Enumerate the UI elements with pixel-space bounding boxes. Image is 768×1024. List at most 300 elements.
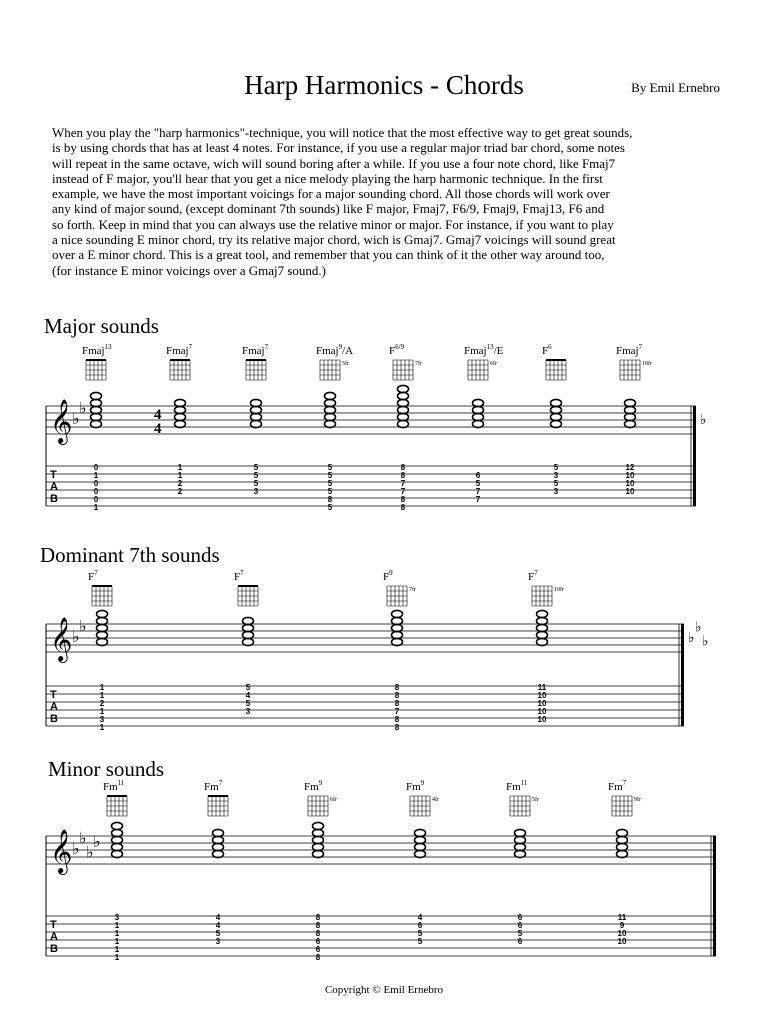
chord-root: Fmaj: [316, 345, 339, 357]
chord-extension: 11: [117, 779, 125, 787]
tab-number: 7: [394, 707, 400, 716]
chord-fret-label: 10fr: [642, 361, 652, 367]
tab-number: 5: [215, 929, 221, 938]
note-head: [625, 420, 636, 427]
chord-fret-label: 10fr: [554, 587, 564, 593]
tab-number: 8: [394, 691, 400, 700]
tab-number: 1: [93, 471, 99, 480]
chord-extension: 9: [318, 779, 323, 787]
note-head: [325, 420, 336, 427]
note-head: [537, 631, 548, 638]
tab-number: 10: [625, 479, 635, 488]
tab-number: 8: [400, 495, 406, 504]
chord-extension: 6: [548, 343, 552, 351]
note-head: [415, 829, 426, 836]
note-head: [392, 631, 403, 638]
tab-number: 8: [394, 699, 400, 708]
tab-number: 6: [315, 945, 321, 954]
chord-bass: /E: [493, 345, 504, 357]
chord-diagram: [242, 343, 269, 380]
intro-line: over a E minor chord. This is a great tool, and remember that you can think of it the other way around too,: [52, 247, 605, 263]
note-head: [175, 399, 186, 406]
tab-number: 9: [619, 921, 625, 930]
minor-sounds-system: [0, 776, 768, 971]
note-head: [325, 406, 336, 413]
note-head: [112, 843, 123, 850]
tab-number: 1: [99, 723, 105, 732]
chord-fret-label: 6fr: [490, 361, 497, 367]
chord-diagram: [406, 779, 439, 816]
chord-root: Fm: [204, 781, 219, 793]
chord-root: Fm: [304, 781, 319, 793]
note-head: [617, 829, 628, 836]
flat-icon: ♭: [72, 627, 80, 646]
tab-label: A: [50, 701, 58, 713]
note-head: [473, 399, 484, 406]
note-head: [175, 413, 186, 420]
copyright-footer: Copyright © Emil Ernebro: [324, 984, 444, 996]
note-head: [97, 610, 108, 617]
tab-number: 8: [315, 913, 321, 922]
note-head: [398, 413, 409, 420]
chord-extension: 7: [638, 343, 643, 351]
tab-number: 4: [245, 691, 251, 700]
note-head: [325, 399, 336, 406]
chord-extension: 9: [338, 343, 343, 351]
barline-thick: [713, 836, 716, 956]
chord-root: Fm: [406, 781, 421, 793]
tab-label: A: [50, 931, 58, 943]
note-head: [515, 850, 526, 857]
note-head: [551, 406, 562, 413]
note-head: [415, 850, 426, 857]
chord-name: [103, 779, 125, 793]
chord-root: Fmaj: [242, 345, 265, 357]
time-signature-bottom: 4: [154, 421, 162, 437]
flat-icon: ♭: [688, 630, 695, 646]
tab-number: 5: [253, 463, 259, 472]
chord-root: Fm: [608, 781, 623, 793]
chord-name: [406, 779, 425, 793]
note-head: [112, 822, 123, 829]
chord-name: [528, 569, 538, 583]
chord-fret-label: 5fr: [532, 797, 539, 803]
chord-name: [464, 343, 504, 357]
flat-icon: ♭: [695, 619, 702, 636]
tab-number: 2: [99, 699, 105, 708]
tab-number: 5: [553, 463, 559, 472]
note-head: [213, 836, 224, 843]
chord-name: [608, 779, 627, 793]
note-head: [313, 843, 324, 850]
chord-extension: 7: [264, 343, 269, 351]
chord-diagram: [88, 569, 112, 606]
author-byline: By Emil Ernebro: [631, 80, 720, 95]
tab-label: B: [50, 713, 58, 725]
chord-extension: 13: [104, 343, 112, 351]
dominant-sounds-system: [0, 566, 768, 746]
tab-number: 8: [315, 921, 321, 930]
tab-number: 6: [517, 937, 523, 946]
tab-number: 8: [394, 715, 400, 724]
chord-diagram: [464, 343, 504, 380]
note-head: [213, 829, 224, 836]
chord-diagram: [383, 569, 416, 606]
chord-fret-label: 4fr: [432, 797, 439, 803]
note-head: [617, 850, 628, 857]
chord-extension: 9: [389, 569, 393, 577]
note-head: [91, 399, 102, 406]
note-head: [625, 406, 636, 413]
barline-thick: [681, 624, 684, 726]
tab-number: 5: [417, 929, 423, 938]
note-head: [313, 836, 324, 843]
note-head: [251, 406, 262, 413]
tab-number: 1: [177, 471, 183, 480]
note-head: [251, 399, 262, 406]
tab-number: 6: [315, 937, 321, 946]
tab-number: 10: [537, 707, 547, 716]
note-head: [313, 822, 324, 829]
note-head: [97, 624, 108, 631]
chord-name: [304, 779, 323, 793]
note-head: [392, 610, 403, 617]
tab-number: 5: [475, 479, 481, 488]
chord-root: F: [383, 571, 390, 583]
tab-number: 3: [253, 487, 259, 496]
tab-number: 8: [400, 503, 406, 512]
intro-line: example, we have the most important voicings for a major sounding chord. All those chords will work over: [52, 186, 610, 202]
tab-number: 3: [215, 937, 221, 946]
chord-name: [383, 569, 393, 583]
tab-number: 7: [475, 495, 481, 504]
note-head: [313, 829, 324, 836]
flat-icon: ♭: [86, 842, 94, 862]
flat-icon: ♭: [79, 398, 87, 418]
flat-icon: ♭: [79, 828, 87, 848]
chord-root: F: [389, 345, 396, 357]
barline-thick: [693, 406, 696, 506]
intro-line: is by using chords that has at least 4 notes. For instance, if you use a regular major triad bar chord, some notes: [52, 140, 625, 156]
tab-number: 12: [625, 463, 635, 472]
note-head: [251, 413, 262, 420]
tab-label: T: [50, 919, 57, 931]
note-head: [97, 638, 108, 645]
note-head: [473, 413, 484, 420]
tab-number: 8: [400, 471, 406, 480]
chord-root: F: [88, 571, 95, 583]
time-signature-top: 4: [154, 407, 162, 423]
chord-name: [82, 343, 112, 357]
major-sounds-system: [0, 340, 768, 525]
tab-number: 3: [245, 707, 251, 716]
tab-number: 1: [99, 707, 105, 716]
note-head: [175, 420, 186, 427]
chord-extension: 7: [622, 779, 627, 787]
note-head: [398, 420, 409, 427]
tab-label: B: [50, 943, 58, 955]
note-head: [243, 638, 254, 645]
chord-extension: 7: [218, 779, 223, 787]
tab-number: 7: [475, 487, 481, 496]
chord-name: [616, 343, 643, 357]
tab-number: 5: [245, 699, 251, 708]
chord-name: [88, 569, 98, 583]
note-head: [625, 399, 636, 406]
chord-fret-label: 7fr: [409, 587, 416, 593]
tab-number: 11: [617, 913, 627, 922]
tab-number: 5: [553, 479, 559, 488]
note-head: [398, 406, 409, 413]
tab-label: B: [50, 493, 58, 505]
note-head: [97, 617, 108, 624]
chord-diagram: [506, 779, 539, 816]
note-head: [313, 850, 324, 857]
chord-diagram: [608, 779, 641, 816]
tab-number: 5: [253, 471, 259, 480]
chord-extension: 13: [486, 343, 494, 351]
note-head: [112, 829, 123, 836]
flat-icon: ♭: [93, 832, 101, 851]
tab-number: 10: [625, 487, 635, 496]
tab-number: 5: [253, 479, 259, 488]
tab-number: 8: [327, 495, 333, 504]
intro-paragraph: [52, 125, 728, 278]
chord-bass: /A: [342, 345, 354, 357]
tab-number: 7: [400, 479, 406, 488]
note-head: [398, 385, 409, 392]
flat-icon: ♭: [702, 633, 709, 650]
tab-label: A: [50, 481, 58, 493]
chord-diagram: [166, 343, 193, 380]
tab-number: 3: [99, 715, 105, 724]
chord-name: [506, 779, 528, 793]
tab-number: 4: [215, 921, 221, 930]
tab-number: 0: [93, 479, 99, 488]
note-head: [515, 829, 526, 836]
tab-number: 8: [394, 723, 400, 732]
chord-diagram: [103, 779, 127, 816]
note-head: [392, 617, 403, 624]
tab-number: 6: [517, 913, 523, 922]
note-head: [91, 420, 102, 427]
tab-number: 10: [537, 715, 547, 724]
note-head: [617, 843, 628, 850]
chord-name: [389, 343, 405, 357]
chord-fret-label: 9fr: [634, 797, 641, 803]
tab-number: 5: [327, 471, 333, 480]
chord-fret-label: 7fr: [415, 361, 422, 367]
note-head: [243, 617, 254, 624]
chord-name: [316, 343, 353, 357]
flat-icon: ♭: [72, 409, 80, 428]
treble-clef-icon: 𝄞: [50, 829, 73, 873]
tab-number: 1: [114, 945, 120, 954]
tab-number: 11: [537, 683, 547, 692]
tab-number: 1: [114, 937, 120, 946]
note-head: [325, 413, 336, 420]
tab-number: 10: [537, 691, 547, 700]
tab-number: 6: [417, 921, 423, 930]
note-head: [112, 850, 123, 857]
chord-diagram: [304, 779, 337, 816]
tab-number: 5: [327, 487, 333, 496]
chord-root: Fm: [103, 781, 118, 793]
tab-number: 7: [400, 487, 406, 496]
tab-number: 6: [517, 921, 523, 930]
chord-fret-label: 5fr: [342, 361, 349, 367]
chord-name: [166, 343, 193, 357]
note-head: [175, 406, 186, 413]
tab-number: 1: [177, 463, 183, 472]
note-head: [537, 638, 548, 645]
intro-line: so forth. Keep in mind that you can always use the relative minor or major. For instance, if you want to play: [52, 216, 614, 232]
note-head: [473, 406, 484, 413]
intro-line: a nice sounding E minor chord, try its relative major chord, wich is Gmaj7. Gmaj7 voicings will sound great: [52, 232, 616, 248]
tab-number: 5: [417, 937, 423, 946]
chord-root: F: [542, 345, 549, 357]
chord-diagram: [234, 569, 258, 606]
section-heading-minor: Minor sounds: [48, 757, 165, 781]
chord-root: Fmaj: [82, 345, 105, 357]
treble-clef-icon: 𝄞: [50, 399, 73, 443]
tab-number: 0: [93, 495, 99, 504]
section-heading-major: Major sounds: [44, 314, 159, 338]
chord-diagram: [542, 343, 566, 380]
note-head: [97, 631, 108, 638]
chord-name: [234, 569, 244, 583]
chord-root: Fmaj: [616, 345, 639, 357]
tab-number: 10: [537, 699, 547, 708]
tab-number: 3: [114, 913, 120, 922]
chord-diagram: [528, 569, 564, 606]
tab-number: 5: [245, 683, 251, 692]
tab-number: 1: [114, 929, 120, 938]
tab-number: 5: [327, 479, 333, 488]
intro-line: instead of F major, you'll hear that you get a nice melody playing the harp harmonic technique. In the first: [52, 170, 603, 186]
flat-icon: ♭: [72, 839, 80, 858]
tab-number: 5: [327, 503, 333, 512]
chord-extension: 11: [520, 779, 528, 787]
tab-number: 3: [553, 471, 559, 480]
note-head: [392, 624, 403, 631]
tab-number: 4: [417, 913, 423, 922]
note-head: [392, 638, 403, 645]
note-head: [537, 610, 548, 617]
tab-number: 10: [625, 471, 635, 480]
tab-number: 8: [315, 953, 321, 962]
intro-line: (for instance E minor voicings over a Gmaj7 sound.): [52, 262, 327, 278]
note-head: [112, 836, 123, 843]
note-head: [415, 843, 426, 850]
note-head: [473, 420, 484, 427]
chord-extension: 7: [534, 569, 538, 577]
tab-number: 2: [177, 487, 183, 496]
note-head: [551, 420, 562, 427]
tab-number: 1: [114, 921, 120, 930]
tab-number: 6: [475, 471, 481, 480]
page-title: Harp Harmonics - Chords: [244, 70, 524, 100]
note-head: [213, 850, 224, 857]
note-head: [625, 413, 636, 420]
tab-label: T: [50, 469, 57, 481]
chord-extension: 7: [240, 569, 244, 577]
tab-number: 10: [617, 937, 627, 946]
note-head: [251, 420, 262, 427]
chord-root: Fmaj: [166, 345, 189, 357]
intro-line: When you play the "harp harmonics"-technique, you will notice that the most effective way to get great sounds,: [52, 125, 633, 140]
tab-number: 0: [93, 463, 99, 472]
note-head: [551, 399, 562, 406]
tab-number: 5: [517, 929, 523, 938]
note-head: [617, 836, 628, 843]
note-head: [243, 631, 254, 638]
chord-diagram: [316, 343, 353, 380]
tab-number: 10: [617, 929, 627, 938]
note-head: [243, 624, 254, 631]
chord-root: F: [234, 571, 241, 583]
chord-name: [542, 343, 552, 357]
chord-name: [242, 343, 269, 357]
note-head: [91, 413, 102, 420]
flat-icon: ♭: [700, 412, 707, 428]
chord-diagram: [204, 779, 228, 816]
intro-line: any kind of major sound, (except dominant 7th sounds) like F major, Fmaj7, F6/9, Fmaj9, Fmaj13, F6 and: [52, 201, 605, 217]
note-head: [515, 843, 526, 850]
note-head: [398, 399, 409, 406]
tab-number: 1: [99, 683, 105, 692]
chord-extension: 7: [188, 343, 193, 351]
chord-extension: 9: [420, 779, 425, 787]
chord-extension: 6/9: [395, 343, 405, 351]
note-head: [91, 406, 102, 413]
note-head: [551, 413, 562, 420]
note-head: [537, 624, 548, 631]
tab-number: 1: [93, 503, 99, 512]
flat-icon: ♭: [79, 616, 87, 636]
tab-number: 3: [553, 487, 559, 496]
tab-number: 0: [93, 487, 99, 496]
note-head: [515, 836, 526, 843]
tab-number: 1: [114, 953, 120, 962]
note-head: [415, 836, 426, 843]
chord-diagram: [389, 343, 422, 380]
chord-name: [204, 779, 223, 793]
tab-number: 8: [400, 463, 406, 472]
tab-number: 8: [315, 929, 321, 938]
section-heading-dominant: Dominant 7th sounds: [40, 543, 220, 567]
chord-diagram: [82, 343, 112, 380]
note-head: [91, 392, 102, 399]
tab-number: 5: [327, 463, 333, 472]
tab-label: T: [50, 689, 57, 701]
tab-number: 1: [99, 691, 105, 700]
tab-number: 2: [177, 479, 183, 488]
treble-clef-icon: 𝄞: [50, 617, 73, 661]
note-head: [398, 392, 409, 399]
tab-number: 8: [394, 683, 400, 692]
note-head: [325, 392, 336, 399]
intro-line: will repeat in the same octave, wich will sound boring after a while. If you use a four note chord, like Fmaj7: [52, 155, 616, 171]
note-head: [537, 617, 548, 624]
note-head: [213, 843, 224, 850]
chord-fret-label: 6fr: [330, 797, 337, 803]
chord-diagram: [616, 343, 652, 380]
chord-root: Fmaj: [464, 345, 487, 357]
chord-root: F: [528, 571, 535, 583]
tab-number: 4: [215, 913, 221, 922]
chord-extension: 7: [94, 569, 98, 577]
